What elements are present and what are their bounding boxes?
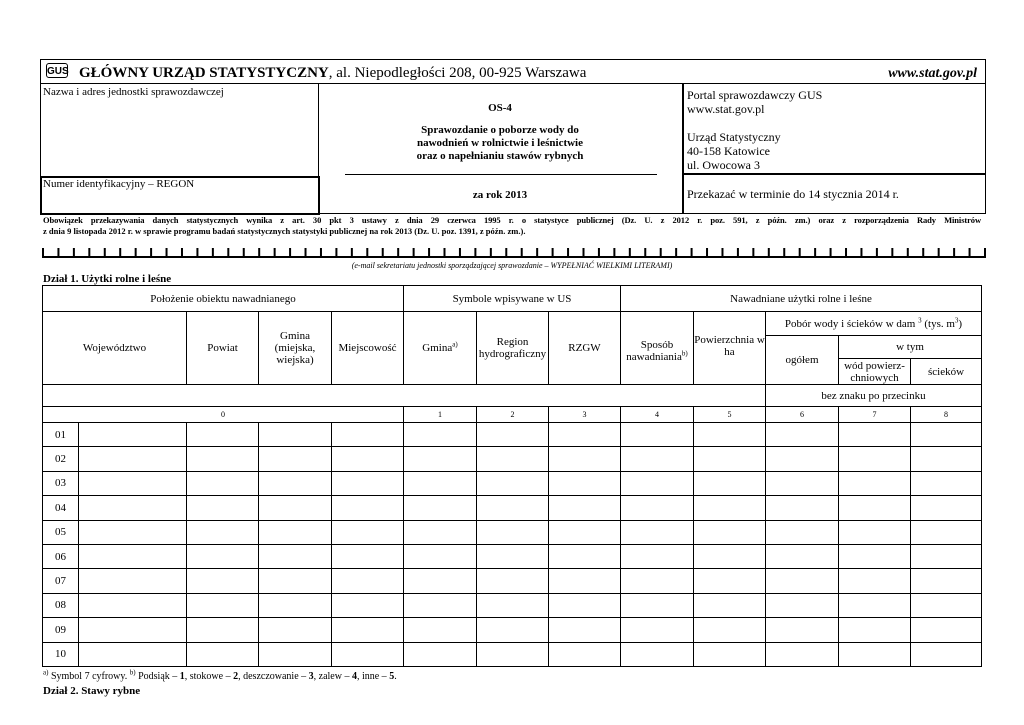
portal-line2[interactable]: www.stat.gov.pl: [687, 102, 765, 116]
input-cell[interactable]: [694, 593, 766, 617]
spacer-cell-2: [404, 385, 621, 407]
office-line2: 40-158 Katowice: [687, 144, 770, 158]
input-cell[interactable]: [621, 569, 694, 593]
input-cell[interactable]: [259, 544, 332, 568]
table-row: [43, 471, 982, 495]
input-cell[interactable]: [187, 642, 259, 666]
col-number-1: 1: [404, 407, 477, 423]
footnote-b-sup: b): [129, 668, 136, 677]
input-cell[interactable]: [187, 593, 259, 617]
row-number: 06: [43, 544, 79, 568]
input-cell[interactable]: [477, 642, 549, 666]
row-number: 05: [43, 520, 79, 544]
input-cell[interactable]: [621, 520, 694, 544]
office-name: GŁÓWNY URZĄD STATYSTYCZNY: [79, 65, 329, 81]
input-cell[interactable]: [911, 447, 982, 471]
input-cell[interactable]: [839, 569, 911, 593]
input-cell[interactable]: [766, 520, 839, 544]
col-intake-sup1: 3: [918, 315, 922, 324]
row-number: 04: [43, 496, 79, 520]
section1-title: Dział 1. Użytki rolne i leśne: [43, 273, 172, 285]
col-intake-prefix: Pobór wody i ścieków w dam: [784, 317, 916, 330]
input-cell[interactable]: [477, 569, 549, 593]
col-locality: Miejscowość: [332, 312, 404, 385]
input-cell[interactable]: [79, 544, 187, 568]
input-cell[interactable]: [332, 496, 404, 520]
input-cell[interactable]: [477, 447, 549, 471]
col-area: Powierzchnia w ha: [694, 312, 766, 385]
input-cell[interactable]: [404, 569, 477, 593]
spacer-cell: [43, 385, 404, 407]
table-row: [43, 569, 982, 593]
legal-note-line2: z dnia 9 listopada 2012 r. w sprawie programu badań statystycznych statystyki publicznej na rok 2013 (Dz. U. poz. 1391, z późn. zm.).: [43, 226, 526, 236]
row-number: 03: [43, 471, 79, 495]
input-cell[interactable]: [621, 496, 694, 520]
input-cell[interactable]: [259, 593, 332, 617]
no-decimal-note: bez znaku po przecinku: [766, 385, 982, 407]
input-cell[interactable]: [766, 642, 839, 666]
col-number-2: 2: [477, 407, 549, 423]
input-cell[interactable]: [259, 618, 332, 642]
input-cell[interactable]: [911, 618, 982, 642]
input-cell[interactable]: [621, 593, 694, 617]
input-cell[interactable]: [911, 544, 982, 568]
footnote-t5: .: [394, 671, 397, 682]
input-cell[interactable]: [549, 618, 621, 642]
col-number-5: 5: [694, 407, 766, 423]
input-cell[interactable]: [766, 496, 839, 520]
col-method: [621, 312, 694, 385]
form-code: OS-4: [488, 102, 512, 114]
input-cell[interactable]: [477, 544, 549, 568]
input-cell[interactable]: [79, 569, 187, 593]
legal-note-line1: Obowiązek przekazywania danych statystycznych wynika z art. 30 pkt 3 ustawy z dnia 29 czerwca 1995 r. o statystyce publicznej (Dz. U. z 2012 r. poz. 591, z późn. zm.) oraz z rozporządzenia Rady Ministrów: [43, 215, 981, 225]
input-cell[interactable]: [766, 423, 839, 447]
input-cell[interactable]: [549, 593, 621, 617]
input-cell[interactable]: [694, 423, 766, 447]
input-cell[interactable]: [79, 593, 187, 617]
table-row: [43, 520, 982, 544]
input-cell[interactable]: [839, 496, 911, 520]
input-cell[interactable]: [332, 447, 404, 471]
input-cell[interactable]: [332, 471, 404, 495]
table-row: [43, 593, 982, 617]
input-cell[interactable]: [694, 544, 766, 568]
input-cell[interactable]: [477, 520, 549, 544]
input-cell[interactable]: [549, 569, 621, 593]
input-cell[interactable]: [332, 618, 404, 642]
form-year: za rok 2013: [472, 189, 528, 201]
col-intake: [766, 312, 982, 336]
input-cell[interactable]: [911, 520, 982, 544]
form-title-line2: nawodnień w rolnictwie i leśnictwie: [416, 137, 583, 149]
input-cell[interactable]: [694, 569, 766, 593]
col-intake-suffix: ): [958, 317, 963, 330]
group-irrigated-header: Nawadniane użytki rolne i leśne: [621, 286, 982, 312]
input-cell[interactable]: [259, 471, 332, 495]
form-title-line1: Sprawozdanie o poborze wody do: [421, 124, 579, 136]
input-cell[interactable]: [766, 569, 839, 593]
input-cell[interactable]: [549, 471, 621, 495]
input-cell[interactable]: [694, 447, 766, 471]
row-number: 01: [43, 423, 79, 447]
input-cell[interactable]: [549, 544, 621, 568]
input-cell[interactable]: [187, 544, 259, 568]
input-cell[interactable]: [621, 423, 694, 447]
col-method-text: Sposób nawadniania: [626, 339, 682, 363]
input-cell[interactable]: [911, 593, 982, 617]
input-cell[interactable]: [332, 642, 404, 666]
input-cell[interactable]: [549, 642, 621, 666]
col-county: Powiat: [187, 312, 259, 385]
email-char-boxes: [42, 242, 986, 258]
input-cell[interactable]: [477, 423, 549, 447]
footnote-n3: 3: [308, 671, 314, 682]
section1-table: [42, 285, 982, 667]
input-cell[interactable]: [477, 618, 549, 642]
footnote-t3: , zalew –: [313, 671, 352, 682]
group-location-header: Położenie obiektu nawadnianego: [43, 286, 404, 312]
input-cell[interactable]: [79, 618, 187, 642]
form-title-line3: oraz o napełnianiu stawów rybnych: [416, 150, 584, 162]
input-cell[interactable]: [839, 423, 911, 447]
deadline-text: Przekazać w terminie do 14 stycznia 2014 r.: [687, 187, 899, 201]
footnote: [43, 668, 397, 683]
input-cell[interactable]: [79, 471, 187, 495]
input-cell[interactable]: [187, 618, 259, 642]
input-cell[interactable]: [404, 496, 477, 520]
office-address: , al. Niepodległości 208, 00-925 Warszawa: [328, 65, 587, 81]
col-total: ogółem: [766, 336, 839, 385]
input-cell[interactable]: [79, 496, 187, 520]
input-cell[interactable]: [839, 593, 911, 617]
input-cell[interactable]: [766, 593, 839, 617]
input-cell[interactable]: [259, 642, 332, 666]
footnote-t1: , stokowe –: [184, 671, 234, 682]
col-number-0: 0: [43, 407, 404, 423]
col-number-7: 7: [839, 407, 911, 423]
footnote-n5: 5: [389, 671, 395, 682]
input-cell[interactable]: [549, 520, 621, 544]
col-surface-water: wód powierz-chniowych: [839, 359, 911, 385]
input-cell[interactable]: [694, 618, 766, 642]
input-cell[interactable]: [477, 496, 549, 520]
input-cell[interactable]: [332, 569, 404, 593]
website[interactable]: www.stat.gov.pl: [888, 66, 977, 81]
col-commune: Gmina (miejska, wiejska): [259, 312, 332, 385]
input-cell[interactable]: [404, 593, 477, 617]
input-cell[interactable]: [549, 447, 621, 471]
table-row: [43, 544, 982, 568]
input-cell[interactable]: [79, 447, 187, 471]
footnote-a-text: Symbol 7 cyfrowy.: [48, 671, 130, 682]
email-field[interactable]: [42, 242, 986, 258]
input-cell[interactable]: [766, 618, 839, 642]
input-cell[interactable]: [404, 618, 477, 642]
col-intake-mid: (tys. m: [921, 317, 955, 330]
input-cell[interactable]: [911, 423, 982, 447]
group-symbols-header: Symbole wpisywane w US: [404, 286, 621, 312]
row-number: 09: [43, 618, 79, 642]
input-cell[interactable]: [79, 642, 187, 666]
col-rzgw: RZGW: [549, 312, 621, 385]
input-cell[interactable]: [839, 642, 911, 666]
input-cell[interactable]: [477, 471, 549, 495]
input-cell[interactable]: [404, 423, 477, 447]
col-voivodeship: Województwo: [43, 312, 187, 385]
table-row: [43, 642, 982, 666]
regon-label: Numer identyfikacyjny – REGON: [43, 178, 195, 190]
input-cell[interactable]: [766, 447, 839, 471]
input-cell[interactable]: [839, 520, 911, 544]
input-cell[interactable]: [621, 544, 694, 568]
input-cell[interactable]: [694, 496, 766, 520]
col-number-6: 6: [766, 407, 839, 423]
input-cell[interactable]: [694, 471, 766, 495]
footnote-n1: 1: [179, 671, 185, 682]
input-cell[interactable]: [259, 496, 332, 520]
footnote-n2: 2: [233, 671, 239, 682]
input-cell[interactable]: [839, 471, 911, 495]
input-cell[interactable]: [259, 447, 332, 471]
input-cell[interactable]: [766, 544, 839, 568]
table-row: [43, 496, 982, 520]
row-number: 07: [43, 569, 79, 593]
footnote-t4: , inne –: [356, 671, 390, 682]
input-cell[interactable]: [694, 642, 766, 666]
input-cell[interactable]: [839, 544, 911, 568]
footnote-b-text: Podsiąk –: [135, 671, 180, 682]
input-cell[interactable]: [839, 618, 911, 642]
input-cell[interactable]: [79, 423, 187, 447]
col-number-3: 3: [549, 407, 621, 423]
input-cell[interactable]: [839, 447, 911, 471]
col-intake-sup2: 3: [954, 315, 959, 324]
input-cell[interactable]: [911, 496, 982, 520]
office-title: [79, 65, 586, 82]
col-region: Region hydrograficzny: [477, 312, 549, 385]
input-cell[interactable]: [259, 569, 332, 593]
input-cell[interactable]: [549, 423, 621, 447]
input-cell[interactable]: [332, 520, 404, 544]
input-cell[interactable]: [404, 471, 477, 495]
title-divider: [345, 174, 657, 175]
input-cell[interactable]: [259, 520, 332, 544]
row-number: 10: [43, 642, 79, 666]
name-label: Nazwa i adres jednostki sprawozdawczej: [43, 86, 224, 98]
input-cell[interactable]: [332, 544, 404, 568]
input-cell[interactable]: [911, 471, 982, 495]
row-number: 08: [43, 593, 79, 617]
input-cell[interactable]: [79, 520, 187, 544]
input-cell[interactable]: [694, 520, 766, 544]
col-gmina-symbol: [404, 312, 477, 385]
col-number-8: 8: [911, 407, 982, 423]
input-cell[interactable]: [187, 447, 259, 471]
gus-logo: GUS: [46, 63, 68, 78]
table-row: [43, 447, 982, 471]
footnote-t2: , deszczowanie –: [238, 671, 309, 682]
input-cell[interactable]: [187, 423, 259, 447]
footnote-a-sup: a): [43, 668, 49, 677]
table-row: [43, 618, 982, 642]
row-number: 02: [43, 447, 79, 471]
email-caption: (e-mail sekretariatu jednostki sporządzającej sprawozdanie – WYPEŁNIAĆ WIELKIMI LITERAMI): [351, 261, 673, 270]
portal-line1: Portal sprawozdawczy GUS: [687, 88, 823, 102]
input-cell[interactable]: [477, 593, 549, 617]
input-cell[interactable]: [187, 569, 259, 593]
input-cell[interactable]: [621, 471, 694, 495]
input-cell[interactable]: [332, 593, 404, 617]
col-of-which: w tym: [839, 336, 982, 359]
spacer-cell-3: [621, 385, 766, 407]
input-cell[interactable]: [621, 642, 694, 666]
input-cell[interactable]: [549, 496, 621, 520]
input-cell[interactable]: [404, 447, 477, 471]
col-gmina-sup: a): [452, 340, 458, 349]
input-cell[interactable]: [259, 423, 332, 447]
input-cell[interactable]: [766, 471, 839, 495]
input-cell[interactable]: [404, 544, 477, 568]
input-cell[interactable]: [187, 471, 259, 495]
input-cell[interactable]: [404, 520, 477, 544]
col-sewage: ścieków: [911, 359, 982, 385]
input-cell[interactable]: [332, 423, 404, 447]
section2-title: Dział 2. Stawy rybne: [43, 685, 141, 697]
input-cell[interactable]: [621, 447, 694, 471]
table-row: [43, 423, 982, 447]
col-gmina-text: Gmina: [422, 342, 453, 354]
office-line1: Urząd Statystyczny: [687, 130, 781, 144]
col-number-4: 4: [621, 407, 694, 423]
input-cell[interactable]: [911, 642, 982, 666]
input-cell[interactable]: [621, 618, 694, 642]
input-cell[interactable]: [187, 496, 259, 520]
input-cell[interactable]: [911, 569, 982, 593]
col-method-sup: b): [681, 349, 688, 358]
footnote-n4: 4: [351, 671, 357, 682]
input-cell[interactable]: [404, 642, 477, 666]
office-line3: ul. Owocowa 3: [687, 158, 760, 172]
input-cell[interactable]: [187, 520, 259, 544]
